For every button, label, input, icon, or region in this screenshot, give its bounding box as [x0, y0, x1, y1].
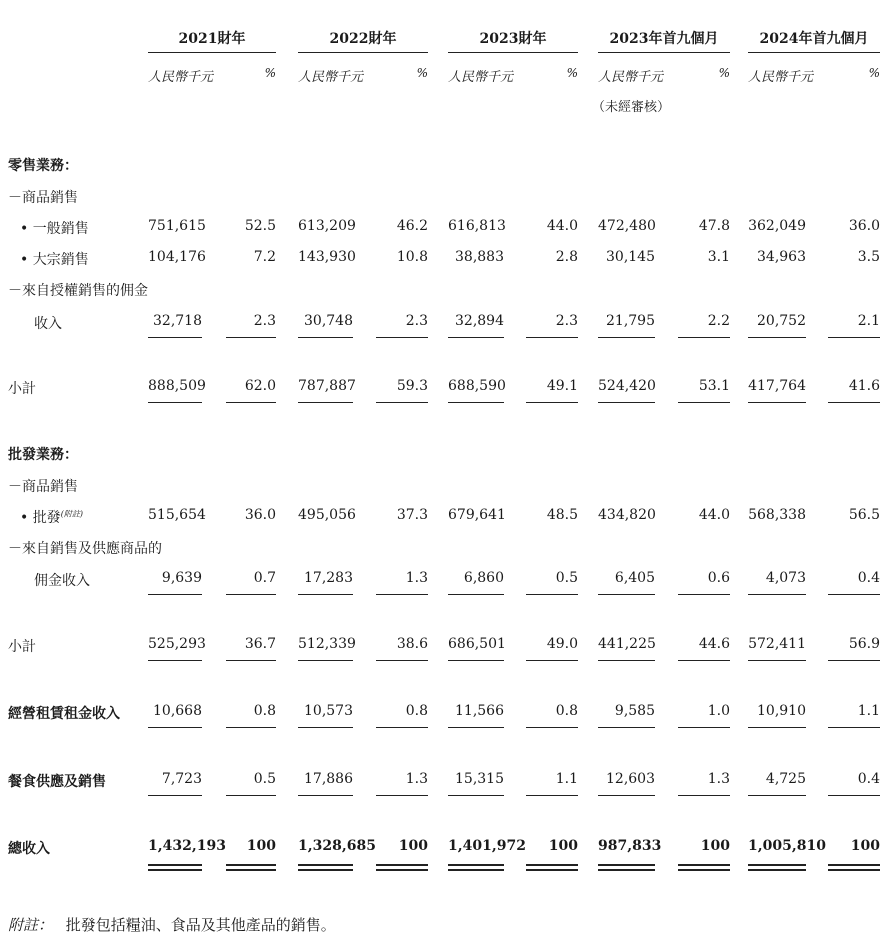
cell-wholesale-subtotal-percent: 36.7: [244, 636, 276, 652]
cell-retail-subtotal-percent: 41.6: [848, 378, 880, 394]
cell-bulk-sales-percent: 3.5: [857, 249, 880, 265]
period-header-rule: [748, 52, 880, 53]
commission-supply-label: －來自銷售及供應商品的: [8, 541, 162, 557]
commission-licensed-label-cont: 收入: [34, 316, 62, 332]
subtotal-rule: [678, 727, 730, 728]
cell-catering-amount: 17,886: [304, 771, 353, 787]
cell-operating-lease-percent: 0.8: [253, 703, 276, 719]
total-double-rule: [598, 864, 655, 871]
footnote: [8, 914, 336, 935]
subtotal-rule: [448, 727, 504, 728]
cell-wholesale-amount: 495,056: [298, 507, 356, 523]
cell-bulk-sales-amount: 34,963: [757, 249, 806, 265]
subtotal-rule: [376, 594, 428, 595]
period-header-2022: 2022財年: [329, 31, 397, 47]
total-double-rule: [148, 864, 202, 871]
subtotal-rule: [526, 727, 578, 728]
cell-general-sales-amount: 616,813: [448, 218, 506, 234]
subtotal-rule: [226, 402, 276, 403]
footnote-text: 批發包括糧油、食品及其他產品的銷售。: [65, 916, 336, 934]
cell-general-sales-amount: 751,615: [148, 218, 206, 234]
period-header-2021: 2021財年: [178, 31, 246, 47]
catering-label: 餐食供應及銷售: [8, 774, 106, 790]
unit-label: 人民幣千元: [448, 70, 514, 85]
subtotal-rule: [748, 660, 806, 661]
cell-wholesale-subtotal-amount: 686,501: [448, 636, 506, 652]
cell-retail-subtotal-percent: 59.3: [396, 378, 428, 394]
cell-wholesale-amount: 679,641: [448, 507, 506, 523]
cell-catering-percent: 0.4: [857, 771, 880, 787]
cell-operating-lease-amount: 11,566: [455, 703, 504, 719]
subtotal-rule: [376, 402, 428, 403]
cell-operating-lease-percent: 0.8: [555, 703, 578, 719]
subtotal-rule: [226, 594, 276, 595]
subtotal-rule: [828, 795, 880, 796]
period-header-2023-9m: 2023年首九個月: [609, 31, 719, 47]
cell-wholesale-subtotal-amount: 512,339: [298, 636, 356, 652]
cell-general-sales-amount: 472,480: [598, 218, 656, 234]
retail-goods-label: －商品銷售: [8, 190, 78, 206]
cell-bulk-sales-percent: 10.8: [396, 249, 428, 265]
subtotal-rule: [828, 594, 880, 595]
footnote-label: 附註：: [8, 916, 54, 934]
total-double-rule: [298, 864, 353, 871]
cell-catering-amount: 7,723: [161, 771, 202, 787]
cell-total-amount: 1,401,972: [448, 838, 526, 854]
subtotal-rule: [828, 660, 880, 661]
unit-label: 人民幣千元: [298, 70, 364, 85]
subtotal-rule: [448, 795, 504, 796]
cell-total-percent: 100: [246, 838, 276, 854]
subtotal-rule: [678, 337, 730, 338]
subtotal-rule: [376, 727, 428, 728]
subtotal-rule: [748, 337, 806, 338]
cell-total-amount: 1,005,810: [748, 838, 826, 854]
total-double-rule: [376, 864, 428, 871]
cell-commission-supply-percent: 0.5: [555, 570, 578, 586]
subtotal-rule: [226, 660, 276, 661]
subtotal-rule: [598, 402, 655, 403]
unit-label: 人民幣千元: [748, 70, 814, 85]
cell-total-amount: 987,833: [598, 838, 662, 854]
unit-label: 人民幣千元: [598, 70, 664, 85]
cell-bulk-sales-amount: 104,176: [148, 249, 206, 265]
subtotal-rule: [298, 660, 353, 661]
commission-supply-label-cont: 佣金收入: [34, 573, 90, 589]
cell-commission-supply-percent: 0.7: [253, 570, 276, 586]
subtotal-rule: [748, 795, 806, 796]
period-header-2023: 2023財年: [479, 31, 547, 47]
subtotal-rule: [678, 795, 730, 796]
subtotal-rule: [298, 594, 353, 595]
cell-general-sales-percent: 52.5: [244, 218, 276, 234]
cell-commission-supply-percent: 1.3: [405, 570, 428, 586]
subtotal-rule: [226, 795, 276, 796]
bulk-sales-label: • 大宗銷售: [20, 252, 89, 268]
subtotal-rule: [448, 660, 504, 661]
commission-licensed-label: －來自授權銷售的佣金: [8, 283, 148, 299]
subtotal-rule: [598, 660, 655, 661]
wholesale-heading: 批發業務：: [8, 447, 78, 463]
subtotal-rule: [148, 337, 202, 338]
cell-commission-supply-amount: 6,405: [614, 570, 655, 586]
cell-retail-subtotal-amount: 888,509: [148, 378, 206, 394]
subtotal-rule: [298, 795, 353, 796]
subtotal-rule: [148, 402, 202, 403]
subtotal-rule: [748, 594, 806, 595]
retail-heading: 零售業務：: [8, 158, 78, 174]
cell-operating-lease-amount: 9,585: [614, 703, 655, 719]
cell-retail-subtotal-amount: 417,764: [748, 378, 806, 394]
cell-wholesale-subtotal-percent: 44.6: [698, 636, 730, 652]
cell-wholesale-subtotal-amount: 441,225: [598, 636, 656, 652]
subtotal-rule: [376, 337, 428, 338]
cell-wholesale-amount: 568,338: [748, 507, 806, 523]
cell-operating-lease-amount: 10,573: [304, 703, 353, 719]
cell-commission-supply-amount: 6,860: [463, 570, 504, 586]
wholesale-label: [20, 507, 83, 527]
cell-commission-licensed-percent: 2.1: [857, 313, 880, 329]
cell-retail-subtotal-percent: 53.1: [698, 378, 730, 394]
cell-general-sales-amount: 613,209: [298, 218, 356, 234]
cell-commission-licensed-percent: 2.2: [707, 313, 730, 329]
period-header-rule: [598, 52, 730, 53]
total-double-rule: [748, 864, 806, 871]
cell-commission-supply-amount: 17,283: [304, 570, 353, 586]
subtotal-rule: [598, 594, 655, 595]
cell-catering-percent: 1.1: [555, 771, 578, 787]
cell-bulk-sales-percent: 7.2: [253, 249, 276, 265]
cell-bulk-sales-amount: 38,883: [455, 249, 504, 265]
cell-retail-subtotal-amount: 688,590: [448, 378, 506, 394]
cell-catering-amount: 15,315: [455, 771, 504, 787]
percent-label: %: [264, 66, 276, 80]
percent-label: %: [416, 66, 428, 80]
subtotal-rule: [678, 402, 730, 403]
cell-general-sales-percent: 46.2: [396, 218, 428, 234]
cell-commission-licensed-amount: 30,748: [304, 313, 353, 329]
cell-bulk-sales-amount: 30,145: [606, 249, 655, 265]
cell-retail-subtotal-percent: 62.0: [244, 378, 276, 394]
subtotal-rule: [148, 727, 202, 728]
period-header-rule: [448, 52, 578, 53]
cell-commission-supply-percent: 0.4: [857, 570, 880, 586]
cell-general-sales-percent: 44.0: [546, 218, 578, 234]
period-header-2024-9m: 2024年首九個月: [759, 31, 869, 47]
subtotal-rule: [526, 795, 578, 796]
subtotal-rule: [448, 402, 504, 403]
wholesale-goods-label: －商品銷售: [8, 479, 78, 495]
cell-retail-subtotal-amount: 787,887: [298, 378, 356, 394]
percent-label: %: [868, 66, 880, 80]
cell-commission-licensed-amount: 20,752: [757, 313, 806, 329]
general-sales-label: • 一般銷售: [20, 221, 89, 237]
cell-commission-licensed-percent: 2.3: [555, 313, 578, 329]
unaudited-note: （未經審核）: [592, 100, 671, 115]
subtotal-rule: [526, 337, 578, 338]
subtotal-rule: [376, 660, 428, 661]
cell-catering-percent: 1.3: [405, 771, 428, 787]
total-revenue-label: 總收入: [8, 841, 50, 857]
cell-wholesale-percent: 36.0: [244, 507, 276, 523]
cell-commission-licensed-amount: 32,894: [455, 313, 504, 329]
subtotal-rule: [828, 402, 880, 403]
subtotal-rule: [526, 402, 578, 403]
cell-wholesale-percent: 37.3: [396, 507, 428, 523]
cell-operating-lease-percent: 0.8: [405, 703, 428, 719]
percent-label: %: [566, 66, 578, 80]
subtotal-rule: [226, 727, 276, 728]
subtotal-rule: [148, 594, 202, 595]
wholesale-label-text: • 批發: [20, 510, 61, 526]
cell-commission-licensed-percent: 2.3: [405, 313, 428, 329]
subtotal-rule: [226, 337, 276, 338]
cell-wholesale-subtotal-amount: 525,293: [148, 636, 206, 652]
cell-operating-lease-percent: 1.0: [707, 703, 730, 719]
cell-total-percent: 100: [700, 838, 730, 854]
subtotal-rule: [678, 594, 730, 595]
subtotal-rule: [298, 727, 353, 728]
subtotal-rule: [148, 795, 202, 796]
subtotal-rule: [828, 337, 880, 338]
percent-label: %: [718, 66, 730, 80]
cell-wholesale-amount: 434,820: [598, 507, 656, 523]
cell-wholesale-subtotal-amount: 572,411: [748, 636, 806, 652]
cell-general-sales-percent: 36.0: [848, 218, 880, 234]
operating-lease-label: 經營租賃租金收入: [8, 706, 120, 722]
cell-catering-amount: 4,725: [765, 771, 806, 787]
subtotal-rule: [678, 660, 730, 661]
period-header-rule: [298, 52, 428, 53]
total-double-rule: [526, 864, 578, 871]
cell-wholesale-subtotal-percent: 38.6: [396, 636, 428, 652]
cell-total-amount: 1,432,193: [148, 838, 226, 854]
period-header-rule: [148, 52, 276, 53]
cell-commission-supply-amount: 4,073: [765, 570, 806, 586]
subtotal-rule: [148, 660, 202, 661]
cell-wholesale-percent: 48.5: [546, 507, 578, 523]
total-double-rule: [678, 864, 730, 871]
cell-total-amount: 1,328,685: [298, 838, 376, 854]
subtotal-rule: [526, 660, 578, 661]
cell-operating-lease-percent: 1.1: [857, 703, 880, 719]
cell-catering-percent: 1.3: [707, 771, 730, 787]
cell-operating-lease-amount: 10,910: [757, 703, 806, 719]
cell-wholesale-subtotal-percent: 49.0: [546, 636, 578, 652]
subtotal-rule: [448, 337, 504, 338]
cell-bulk-sales-amount: 143,930: [298, 249, 356, 265]
subtotal-rule: [526, 594, 578, 595]
subtotal-rule: [598, 727, 655, 728]
wholesale-subtotal-label: 小計: [8, 639, 36, 655]
cell-general-sales-amount: 362,049: [748, 218, 806, 234]
subtotal-rule: [376, 795, 428, 796]
cell-retail-subtotal-amount: 524,420: [598, 378, 656, 394]
cell-commission-licensed-amount: 32,718: [153, 313, 202, 329]
cell-bulk-sales-percent: 2.8: [555, 249, 578, 265]
cell-wholesale-percent: 44.0: [698, 507, 730, 523]
unit-label: 人民幣千元: [148, 70, 214, 85]
subtotal-rule: [748, 727, 806, 728]
subtotal-rule: [828, 727, 880, 728]
cell-commission-licensed-amount: 21,795: [606, 313, 655, 329]
cell-commission-supply-amount: 9,639: [161, 570, 202, 586]
cell-catering-percent: 0.5: [253, 771, 276, 787]
retail-subtotal-label: 小計: [8, 381, 36, 397]
cell-retail-subtotal-percent: 49.1: [546, 378, 578, 394]
cell-total-percent: 100: [548, 838, 578, 854]
subtotal-rule: [598, 337, 655, 338]
subtotal-rule: [298, 402, 353, 403]
cell-wholesale-amount: 515,654: [148, 507, 206, 523]
cell-wholesale-percent: 56.5: [848, 507, 880, 523]
footnote-marker: (附註): [60, 509, 83, 519]
subtotal-rule: [298, 337, 353, 338]
cell-operating-lease-amount: 10,668: [153, 703, 202, 719]
subtotal-rule: [448, 594, 504, 595]
subtotal-rule: [598, 795, 655, 796]
cell-commission-supply-percent: 0.6: [707, 570, 730, 586]
total-double-rule: [448, 864, 504, 871]
cell-general-sales-percent: 47.8: [698, 218, 730, 234]
cell-total-percent: 100: [850, 838, 880, 854]
cell-commission-licensed-percent: 2.3: [253, 313, 276, 329]
subtotal-rule: [748, 402, 806, 403]
cell-total-percent: 100: [398, 838, 428, 854]
total-double-rule: [226, 864, 276, 871]
cell-bulk-sales-percent: 3.1: [707, 249, 730, 265]
cell-catering-amount: 12,603: [606, 771, 655, 787]
total-double-rule: [828, 864, 880, 871]
cell-wholesale-subtotal-percent: 56.9: [848, 636, 880, 652]
